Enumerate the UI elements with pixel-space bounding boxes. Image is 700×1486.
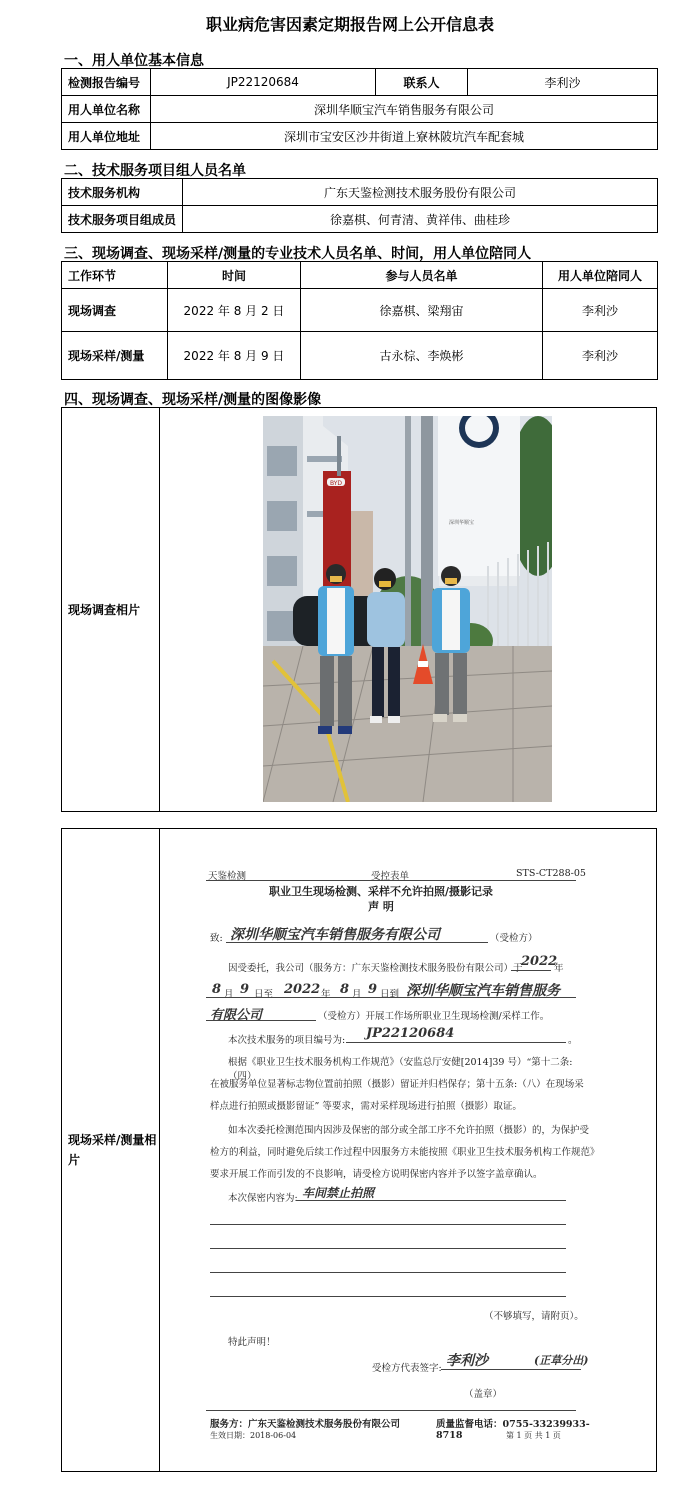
hw-client-a: 深圳华顺宝汽车销售服务	[406, 983, 560, 999]
hw-month2: 8	[340, 982, 350, 997]
declaration-form	[166, 836, 600, 1464]
hw-day2: 9	[368, 982, 378, 997]
section-2-heading: 二、技术服务项目组人员名单	[64, 163, 246, 179]
byd-badge: BYD	[329, 480, 343, 487]
section-1-heading: 一、用人单位基本信息	[64, 53, 204, 69]
form-header-rule	[206, 880, 576, 881]
declare-text: 特此声明！	[228, 1337, 276, 1348]
header-stage: 工作环节	[62, 262, 168, 289]
blank-line-4	[210, 1296, 566, 1297]
unit-name-label: 用人单位名称	[62, 96, 151, 123]
members-value: 徐嘉棋、何青清、黄祥伟、曲桂珍	[183, 206, 658, 233]
p2-end: 。	[568, 1035, 578, 1046]
service-team-table	[61, 178, 658, 233]
p4-l3: 要求开展工作而引发的不良影响，请受检方说明保密内容并予以签字盖章确认。	[210, 1169, 543, 1180]
hw-day1: 9	[240, 982, 250, 997]
form-title: 职业卫生现场检测、采样不允许拍照/摄影记录	[268, 885, 494, 898]
unit-address-label: 用人单位地址	[62, 123, 151, 150]
p1-day-to: 日至	[254, 989, 274, 1000]
hw-project-no: JP22120684	[366, 1026, 455, 1041]
p5-a: 本次保密内容为:	[228, 1193, 298, 1204]
footer-service: 服务方：广东天鉴检测技术服务股份有限公司	[210, 1419, 401, 1430]
p3-l1: 根据《职业卫生技术服务机构工作规范》（安监总厅安健[2014]39 号）“第十二条:（四）	[228, 1057, 573, 1082]
hw-year1: 2022	[521, 954, 558, 969]
p1-year2: 年	[321, 989, 331, 1000]
blank-line-1	[210, 1224, 566, 1225]
p1-end: （受检方）开展工作场所职业卫生现场检测/采样工作。	[318, 1011, 550, 1022]
p3-l3: 样点进行拍照或摄影留证” 等要求，需对采样现场进行拍照（摄影）取证。	[210, 1101, 522, 1112]
unit-name-value: 深圳华顺宝汽车销售服务有限公司	[151, 96, 658, 123]
report-no-label: 检测报告编号	[62, 69, 151, 96]
p1-month2: 月	[352, 989, 362, 1000]
to-prefix: 致:	[210, 933, 223, 944]
people-cell: 徐嘉棋、梁翔宙	[301, 289, 543, 332]
footer-phone: 质量监督电话：0755-33239933-8718	[436, 1419, 590, 1441]
form-subtitle: 声 明	[368, 900, 394, 913]
footer-rule	[206, 1410, 576, 1411]
p1-month: 月	[224, 989, 234, 1000]
org-value: 广东天鉴检测技术服务股份有限公司	[183, 179, 658, 206]
header-people: 参与人员名单	[301, 262, 543, 289]
header-date: 时间	[168, 262, 301, 289]
stage-cell: 现场调查	[62, 289, 168, 332]
contact-label: 联系人	[376, 69, 468, 96]
p1-a: 因受委托，我公司（服务方：广东天鉴检测技术服务股份有限公司）于	[228, 963, 523, 974]
p1-day2: 日到	[380, 989, 400, 1000]
to-underline	[226, 942, 488, 943]
escort-cell: 李利沙	[543, 289, 658, 332]
unit-address-value: 深圳市宝安区沙井街道上寮林陂坑汽车配套城	[151, 123, 658, 150]
people-cell: 古永棕、李焕彬	[301, 332, 543, 380]
members-label: 技术服务项目组成员	[62, 206, 183, 233]
table-row	[62, 289, 658, 332]
unit-info-table	[61, 68, 658, 150]
page-title: 职业病危害因素定期报告网上公开信息表	[205, 15, 494, 34]
sign-underline	[441, 1369, 581, 1370]
blank-line-3	[210, 1272, 566, 1273]
hw-sign2: (正草分出)	[534, 1354, 589, 1367]
seal-label: （盖章）	[464, 1389, 503, 1400]
hw-month1: 8	[212, 982, 222, 997]
p4-l2: 检方的利益，同时避免后续工作过程中因服务方未能按照《职业卫生技术服务机构工作规范》	[210, 1147, 600, 1158]
date-cell: 2022 年 8 月 2 日	[168, 289, 301, 332]
form-company-short: 天鉴检测	[208, 871, 247, 882]
hw-secret: 车间禁止拍照	[302, 1186, 375, 1200]
sign-text: 深圳华顺宝	[449, 520, 475, 526]
to-handwritten: 深圳华顺宝汽车销售服务有限公司	[230, 927, 440, 943]
not-enough-note: （不够填写，请附页）。	[484, 1311, 584, 1322]
p2-a: 本次技术服务的项目编号为:	[228, 1035, 346, 1046]
footer-date: 生效日期：2018-06-04	[210, 1431, 297, 1440]
report-no-value: JP22120684	[151, 69, 376, 96]
form-doc-code: STS-CT288-05	[516, 868, 586, 879]
table-row	[62, 332, 658, 380]
survey-photo-label: 现场调查相片	[62, 408, 160, 811]
hw-client-b: 有限公司	[210, 1008, 263, 1023]
contact-value: 李利沙	[468, 69, 658, 96]
p1-year: 年	[554, 963, 564, 974]
section-3-heading: 三、现场调查、现场采样/测量的专业技术人员名单、时间，用人单位陪同人	[64, 246, 532, 262]
sampling-photo-label: 现场采样/测量相片	[62, 829, 160, 1471]
survey-photo-image	[263, 416, 552, 802]
secret-underline	[296, 1200, 566, 1201]
fieldwork-table	[61, 261, 658, 380]
section-4-heading: 四、现场调查、现场采样/测量的图像影像	[64, 392, 322, 408]
escort-cell: 李利沙	[543, 332, 658, 380]
project-underline	[346, 1042, 566, 1043]
survey-photo	[263, 416, 552, 802]
client-underline	[206, 1020, 316, 1021]
sign-label: 受检方代表签字:	[372, 1363, 442, 1374]
p4-l1: 如本次委托检测范围内因涉及保密的部分或全部工序不允许拍照（摄影）的，为保护受	[228, 1125, 590, 1136]
p3-l2: 在被服务单位显著标志物位置前拍照（摄影）留证并归档保存；第十五条:（八）在现场采	[210, 1079, 584, 1090]
footer-page: 第 1 页 共 1 页	[506, 1431, 561, 1440]
date-cell: 2022 年 8 月 9 日	[168, 332, 301, 380]
stage-cell: 现场采样/测量	[62, 332, 168, 380]
org-label: 技术服务机构	[62, 179, 183, 206]
hw-year2: 2022	[284, 982, 321, 997]
hw-sign: 李利沙	[446, 1353, 488, 1369]
blank-line-2	[210, 1248, 566, 1249]
header-escort: 用人单位陪同人	[543, 262, 658, 289]
form-doc-type: 受控表单	[371, 871, 410, 882]
date-underline	[206, 997, 576, 998]
to-suffix: （受检方）	[490, 933, 538, 944]
year1-underline	[511, 970, 551, 971]
